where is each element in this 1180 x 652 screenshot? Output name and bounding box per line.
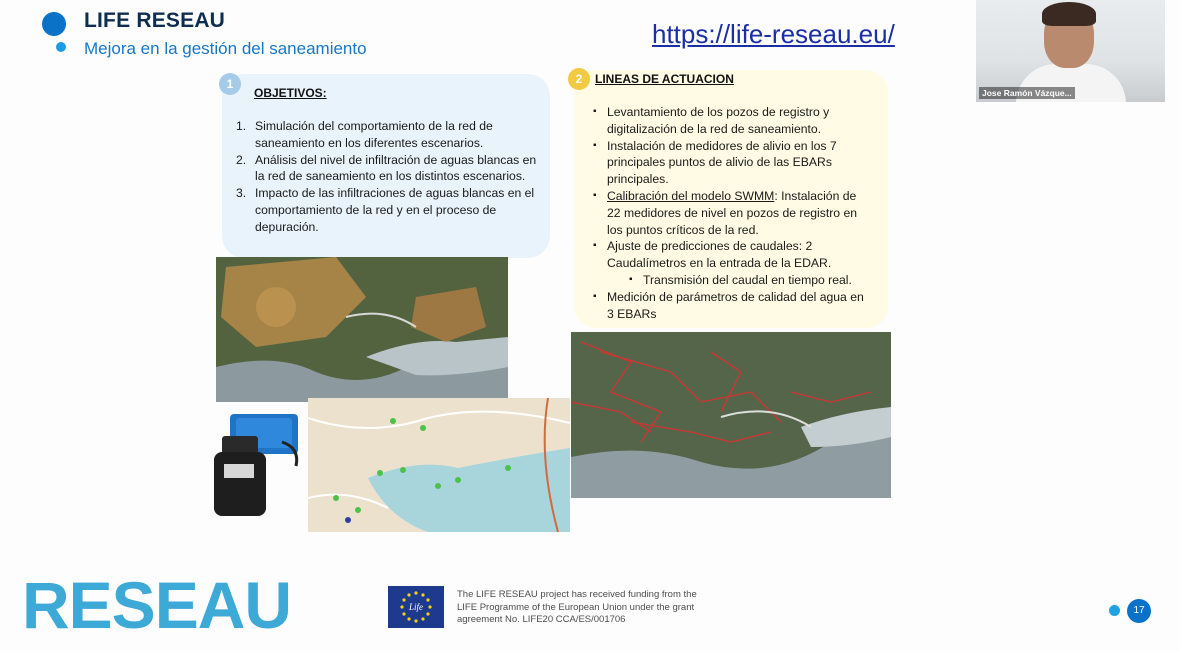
list-item: ▪ Calibración del modelo SWMM: Instalación de 22 medidores de nivel en pozos de registro en los puntos críticos de la red. (593, 188, 857, 237)
satellite-map-infiltration (216, 257, 508, 402)
reseau-logo: RESEAU (22, 568, 292, 642)
page-number: 17 (1127, 599, 1151, 623)
funding-statement: The LIFE RESEAU project has received funding from the LIFE Programme of the European Union under the grant agreement No. LIFE20 CCA/ES/001706 (457, 589, 697, 626)
satellite-map-network (571, 332, 891, 498)
section-number-1: 1 (219, 73, 241, 95)
level-sensor-image (208, 408, 304, 520)
slide-title: LIFE RESEAU (84, 9, 226, 32)
square-bullet-icon: ▪ (593, 106, 597, 117)
project-url-link[interactable]: https://life-reseau.eu/ (652, 19, 895, 49)
subtitle-bullet-icon (56, 42, 66, 52)
lineas-heading: LINEAS DE ACTUACION (595, 72, 734, 86)
eu-life-flag-icon (388, 586, 444, 628)
section-number-2: 2 (568, 68, 590, 90)
square-bullet-icon: ▪ (629, 273, 633, 285)
list-item: ▪ Medición de parámetros de calidad del agua en 3 EBARs (593, 289, 864, 321)
participant-video-tile[interactable] (976, 0, 1165, 102)
objetivos-list (236, 118, 542, 236)
page-indicator-dot-icon (1109, 605, 1120, 616)
title-bullet-icon (42, 12, 66, 36)
objetivos-heading: OBJETIVOS: (254, 86, 327, 100)
list-subitem: ▪ Transmisión del caudal en tiempo real. (629, 272, 852, 287)
list-item: ▪ Ajuste de predicciones de caudales: 2 Caudalímetros en la entrada de la EDAR. (593, 239, 832, 271)
sensor-location-map (308, 398, 570, 532)
square-bullet-icon: ▪ (593, 290, 597, 302)
slide-subtitle: Mejora en la gestión del saneamiento (84, 39, 367, 58)
avatar-hair (1042, 2, 1096, 26)
list-item: 2. Análisis del nivel de infiltración de aguas blancas en la red de saneamiento en los distintos escenarios. (236, 152, 537, 184)
participant-name: Jose Ramón Vázque... (979, 87, 1075, 99)
list-item: 1. Simulación del comportamiento de la red de saneamiento en los diferentes escenarios. (236, 119, 493, 150)
lineas-list (593, 104, 873, 322)
square-bullet-icon: ▪ (593, 240, 597, 252)
svg-text:Life: Life (408, 602, 424, 612)
list-item: ▪ Levantamiento de los pozos de registro y digitalización de la red de saneamiento. (593, 105, 830, 136)
square-bullet-icon: ▪ (593, 189, 597, 201)
list-item: 3. Impacto de las infiltraciones de aguas blancas en el comportamiento de la red y en el proceso de depuración. (236, 186, 535, 234)
square-bullet-icon: ▪ (593, 139, 597, 151)
list-item: ▪ Instalación de medidores de alivio en los 7 principales puntos de alivio de las EBARs principales. (593, 138, 837, 187)
